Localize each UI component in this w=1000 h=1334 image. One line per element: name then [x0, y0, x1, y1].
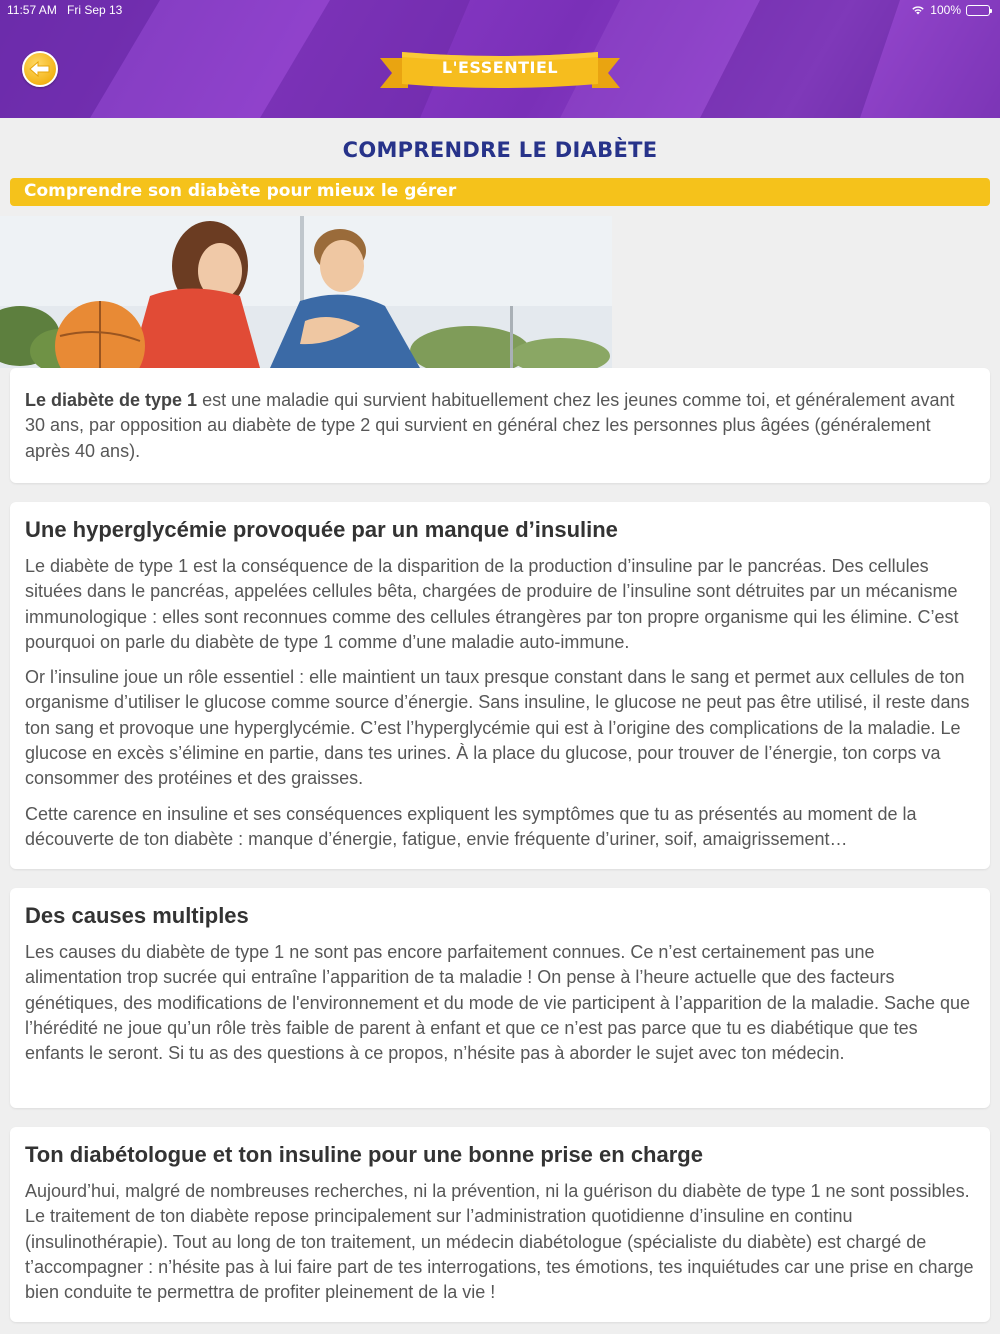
section-title: Ton diabétologue et ton insuline pour une bonne prise en charge: [25, 1142, 703, 1167]
arrow-left-icon: [29, 61, 51, 77]
intro-text: est une maladie qui survient habituellement chez les jeunes comme toi, et généralement avant 30 ans, par opposition au diabète de type 2 qui survient en général chez les personnes plus âgées (généralement après 40 ans).: [25, 390, 955, 461]
status-right: [911, 3, 990, 17]
hero-image: [0, 216, 612, 368]
section-card-treatment: [10, 1127, 990, 1322]
section-title: Une hyperglycémie provoquée par un manque d’insuline: [25, 517, 618, 542]
section-paragraph: Cette carence en insuline et ses conséquences expliquent les symptômes que tu as présentés au moment de la découverte de ton diabète : manque d’énergie, fatigue, envie fréquente d’uriner, soif, amaigrissement…: [25, 803, 917, 849]
status-date: Fri Sep 13: [67, 3, 123, 17]
section-paragraph: Le diabète de type 1 est la conséquence de la disparition de la production d’insuline par le pancréas. Des cellules situées dans le pancréas, appelées cellules bêta, chargées de produire de l’insuline sont détruites par un mécanisme immunologique : elles sont reconnues comme des cellules étrangères par ton propre organisme qui les élimine. C’est pourquoi on parle du diabète de type 1 comme d’une maladie auto-immune.: [25, 556, 959, 652]
header-ribbon: [380, 48, 620, 92]
section-paragraph: Or l’insuline joue un rôle essentiel : elle maintient un taux presque constant dans le sang et permet aux cellules de ton organisme d’utiliser le glucose comme source d’énergie. Sans insuline, le glucose ne peut pas être utilisé, il reste dans ton sang et provoque une hyperglycémie. C’est l’hyperglycémie qui est à l’origine des complications de la maladie. Le glucose en excès s’élimine en partie, dans tes urines. À la place du glucose, pour trouver de l’énergie, ton corps va consommer des protéines et des graisses.: [25, 667, 970, 789]
back-button[interactable]: [22, 51, 58, 87]
status-bar: [0, 0, 1000, 20]
wifi-icon: [911, 5, 925, 15]
intro-card: [10, 368, 990, 483]
section-banner: Comprendre son diabète pour mieux le gérer: [10, 178, 990, 206]
section-paragraph: Les causes du diabète de type 1 ne sont pas encore parfaitement connues. Ce n’est certainement pas une alimentation trop sucrée qui entraîne l’apparition de ta maladie ! On pense à l’heure actuelle que des facteurs génétiques, des modifications de l'environnement et du mode de vie participent à l’apparition de la maladie. Sache que l’hérédité ne joue qu’un rôle très faible de parent à enfant et que ce n’est pas parce que tu es diabétique que tes enfants le seront. Si tu as des questions à ce propos, n’hésite pas à aborder le sujet avec ton médecin.: [25, 942, 971, 1064]
section-paragraph: Aujourd’hui, malgré de nombreuses recherches, ni la prévention, ni la guérison du diabète de type 1 ne sont possibles. Le traitement de ton diabète repose principalement sur l’administration quotidienne d’insuline en continu (insulinothérapie). Tout au long de ton traitement, un médecin diabétologue (spécialiste du diabète) est chargé de t’accompagner : n’hésite pas à lui faire part de tes interrogations, tes émotions, tes inquiétudes car une prise en charge bien conduite te permettra de profiter pleinement de la vie !: [25, 1181, 974, 1303]
intro-bold: Le diabète de type 1: [25, 390, 198, 410]
battery-percentage: 100%: [930, 3, 961, 17]
intro-paragraph: [25, 388, 975, 464]
teens-basketball-illustration: [0, 216, 612, 368]
section-card-hyperglycemia: [10, 502, 990, 869]
battery-icon: [966, 5, 990, 16]
page-title: COMPRENDRE LE DIABÈTE: [342, 138, 658, 162]
app-header: [0, 0, 1000, 118]
status-time: 11:57 AM: [7, 3, 57, 17]
section-title: Des causes multiples: [25, 903, 249, 928]
header-title: L'ESSENTIEL: [441, 58, 559, 77]
section-card-causes: [10, 888, 990, 1108]
